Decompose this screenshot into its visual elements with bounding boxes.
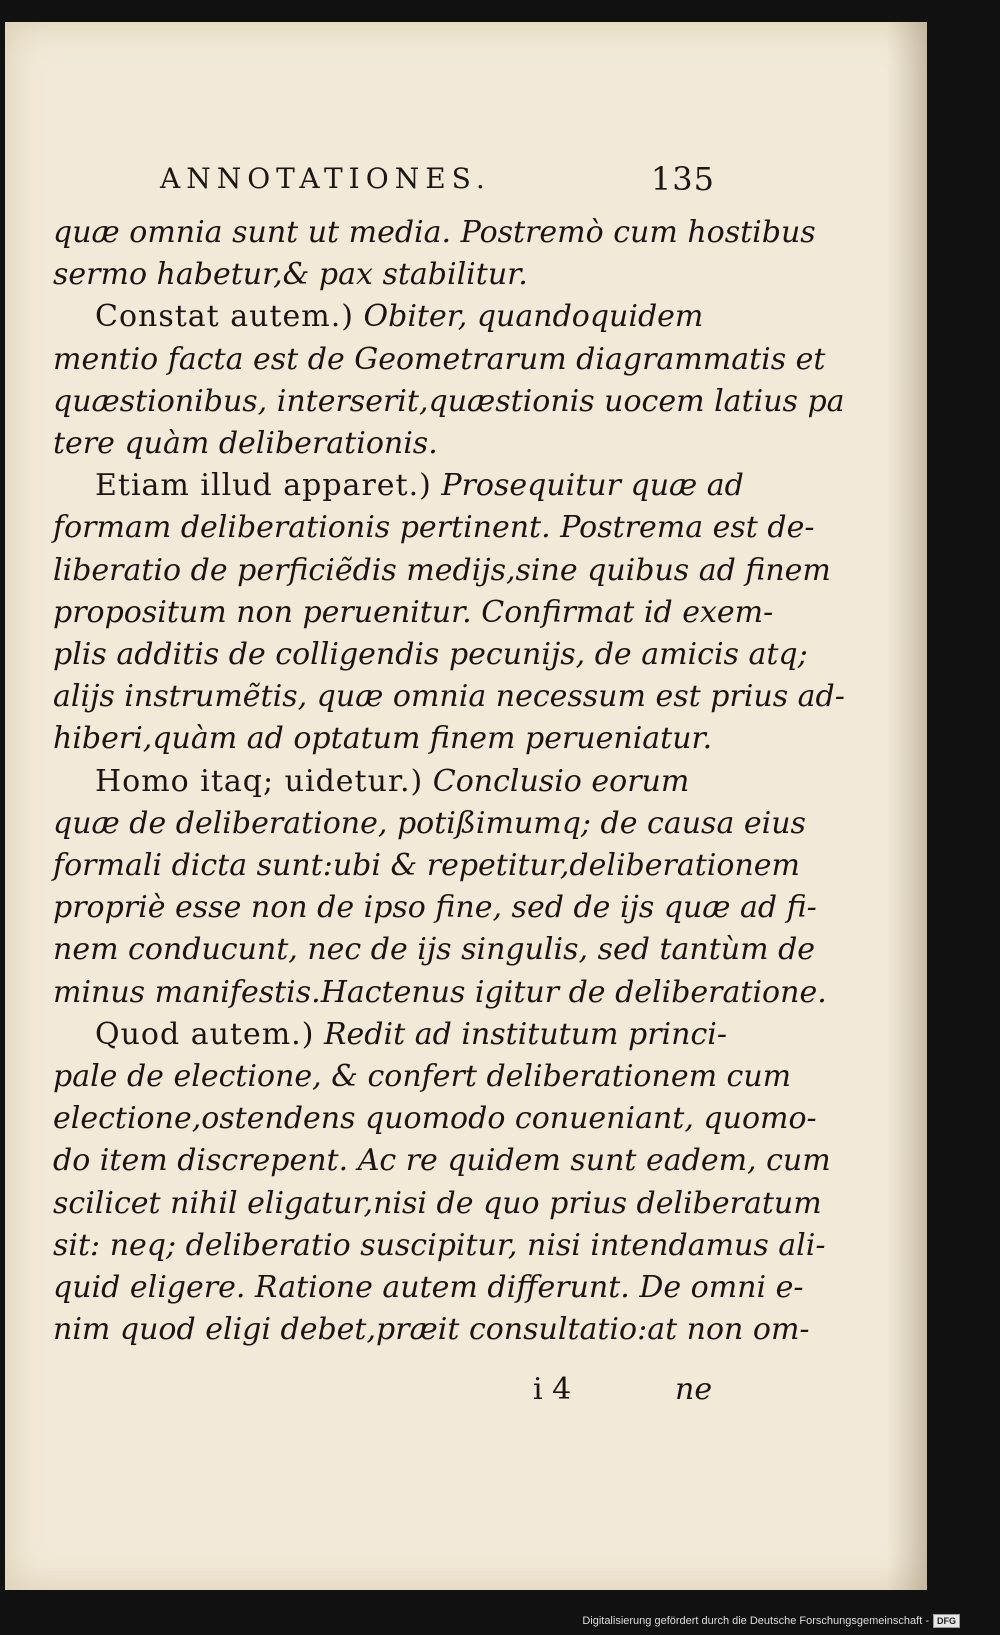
text-line bbox=[53, 1267, 804, 1309]
line-text: hiberi,quàm ad optatum finem perueniatur. bbox=[53, 721, 713, 757]
text-line bbox=[53, 887, 817, 929]
text-line bbox=[53, 507, 815, 549]
line-text: minus manifestis.Hactenus igitur de deliberatione. bbox=[53, 974, 827, 1010]
lemma: Etiam illud apparet.) bbox=[95, 468, 432, 504]
line-text: quæ omnia sunt ut media. Postremò cum hostibus bbox=[53, 215, 816, 250]
text-line bbox=[53, 929, 816, 971]
lemma: Quod autem.) bbox=[95, 1016, 315, 1052]
text-line bbox=[53, 1098, 817, 1140]
text-line bbox=[53, 1014, 733, 1056]
text-line bbox=[53, 676, 845, 718]
line-text: Obiter, quandoquidem bbox=[353, 299, 704, 335]
text-line bbox=[53, 296, 733, 338]
lemma: Homo itaq; uidetur.) bbox=[95, 763, 424, 799]
line-text: pale de electione, & confert deliberationem cum bbox=[53, 1059, 792, 1095]
lemma: Constat autem.) bbox=[95, 299, 354, 335]
page-footer bbox=[5, 1372, 927, 1422]
line-text: sit: neq; deliberatio suscipitur, nisi intendamus ali- bbox=[53, 1227, 826, 1263]
line-text: propositum non peruenitur. Confirmat id exem- bbox=[53, 594, 774, 630]
text-line bbox=[53, 761, 733, 803]
line-text: tere quàm deliberationis. bbox=[53, 426, 438, 462]
text-line bbox=[53, 634, 808, 676]
line-text: Conclusio eorum bbox=[423, 763, 690, 799]
line-text: propriè esse non de ipso fine, sed de ijs quæ ad fi- bbox=[53, 890, 817, 926]
book-page bbox=[5, 22, 927, 1590]
text-line bbox=[53, 1140, 831, 1182]
text-line bbox=[53, 972, 827, 1014]
text-line bbox=[53, 1056, 792, 1098]
text-line bbox=[53, 212, 816, 254]
text-line bbox=[53, 550, 831, 592]
line-text: nem conducunt, nec de ijs singulis, sed tantùm de bbox=[53, 932, 816, 968]
body-text bbox=[53, 212, 845, 1351]
text-line bbox=[53, 845, 800, 887]
running-header bbox=[160, 160, 715, 198]
line-text: formam deliberationis pertinent. Postrema est de- bbox=[53, 510, 815, 546]
line-text: alijs instrumẽtis, quæ omnia necessum est prius ad- bbox=[53, 679, 845, 715]
line-text: Prosequitur quæ ad bbox=[431, 468, 744, 504]
line-text: scilicet nihil eligatur,nisi de quo prius deliberatum bbox=[53, 1185, 822, 1221]
text-line bbox=[53, 718, 733, 760]
line-text: quæstionibus, interserit,quæstionis uocem latius pa bbox=[53, 383, 845, 419]
text-line bbox=[53, 803, 806, 845]
dfg-logo-icon: DFG bbox=[933, 1614, 960, 1628]
text-line bbox=[53, 423, 733, 465]
line-text: quæ de deliberatione, potißimumq; de causa eius bbox=[53, 805, 806, 841]
line-text: liberatio de perficiẽdis medijs,sine quibus ad finem bbox=[53, 552, 831, 588]
catchword: ne bbox=[675, 1372, 713, 1407]
credit-text: Digitalisierung gefördert durch die Deutsche Forschungsgemeinschaft - bbox=[582, 1615, 929, 1627]
line-text: Redit ad institutum princi- bbox=[314, 1016, 728, 1052]
line-text: electione,ostendens quomodo conueniant, quomo- bbox=[53, 1101, 817, 1137]
text-line bbox=[53, 1183, 822, 1225]
text-line bbox=[53, 254, 733, 296]
line-text: nim quod eligi debet,præit consultatio:at non om- bbox=[53, 1312, 810, 1348]
text-line bbox=[53, 1225, 826, 1267]
text-line bbox=[53, 339, 826, 381]
text-line bbox=[53, 592, 774, 634]
line-text: do item discrepent. Ac re quidem sunt eadem, cum bbox=[53, 1143, 831, 1179]
text-line bbox=[53, 1309, 810, 1351]
text-line bbox=[53, 465, 744, 507]
running-title: ANNOTATIONES. bbox=[160, 162, 491, 195]
line-text: formali dicta sunt:ubi & repetitur,deliberationem bbox=[53, 848, 800, 884]
text-line bbox=[53, 381, 845, 423]
signature-mark: i 4 bbox=[533, 1372, 572, 1407]
page-number: 135 bbox=[650, 160, 715, 198]
line-text: quid eligere. Ratione autem differunt. De omni e- bbox=[53, 1270, 804, 1306]
line-text: sermo habetur,& pax stabilitur. bbox=[53, 257, 528, 293]
digitization-credit bbox=[582, 1614, 960, 1628]
line-text: plis additis de colligendis pecunijs, de amicis atq; bbox=[53, 637, 808, 673]
line-text: mentio facta est de Geometrarum diagrammatis et bbox=[53, 341, 826, 377]
